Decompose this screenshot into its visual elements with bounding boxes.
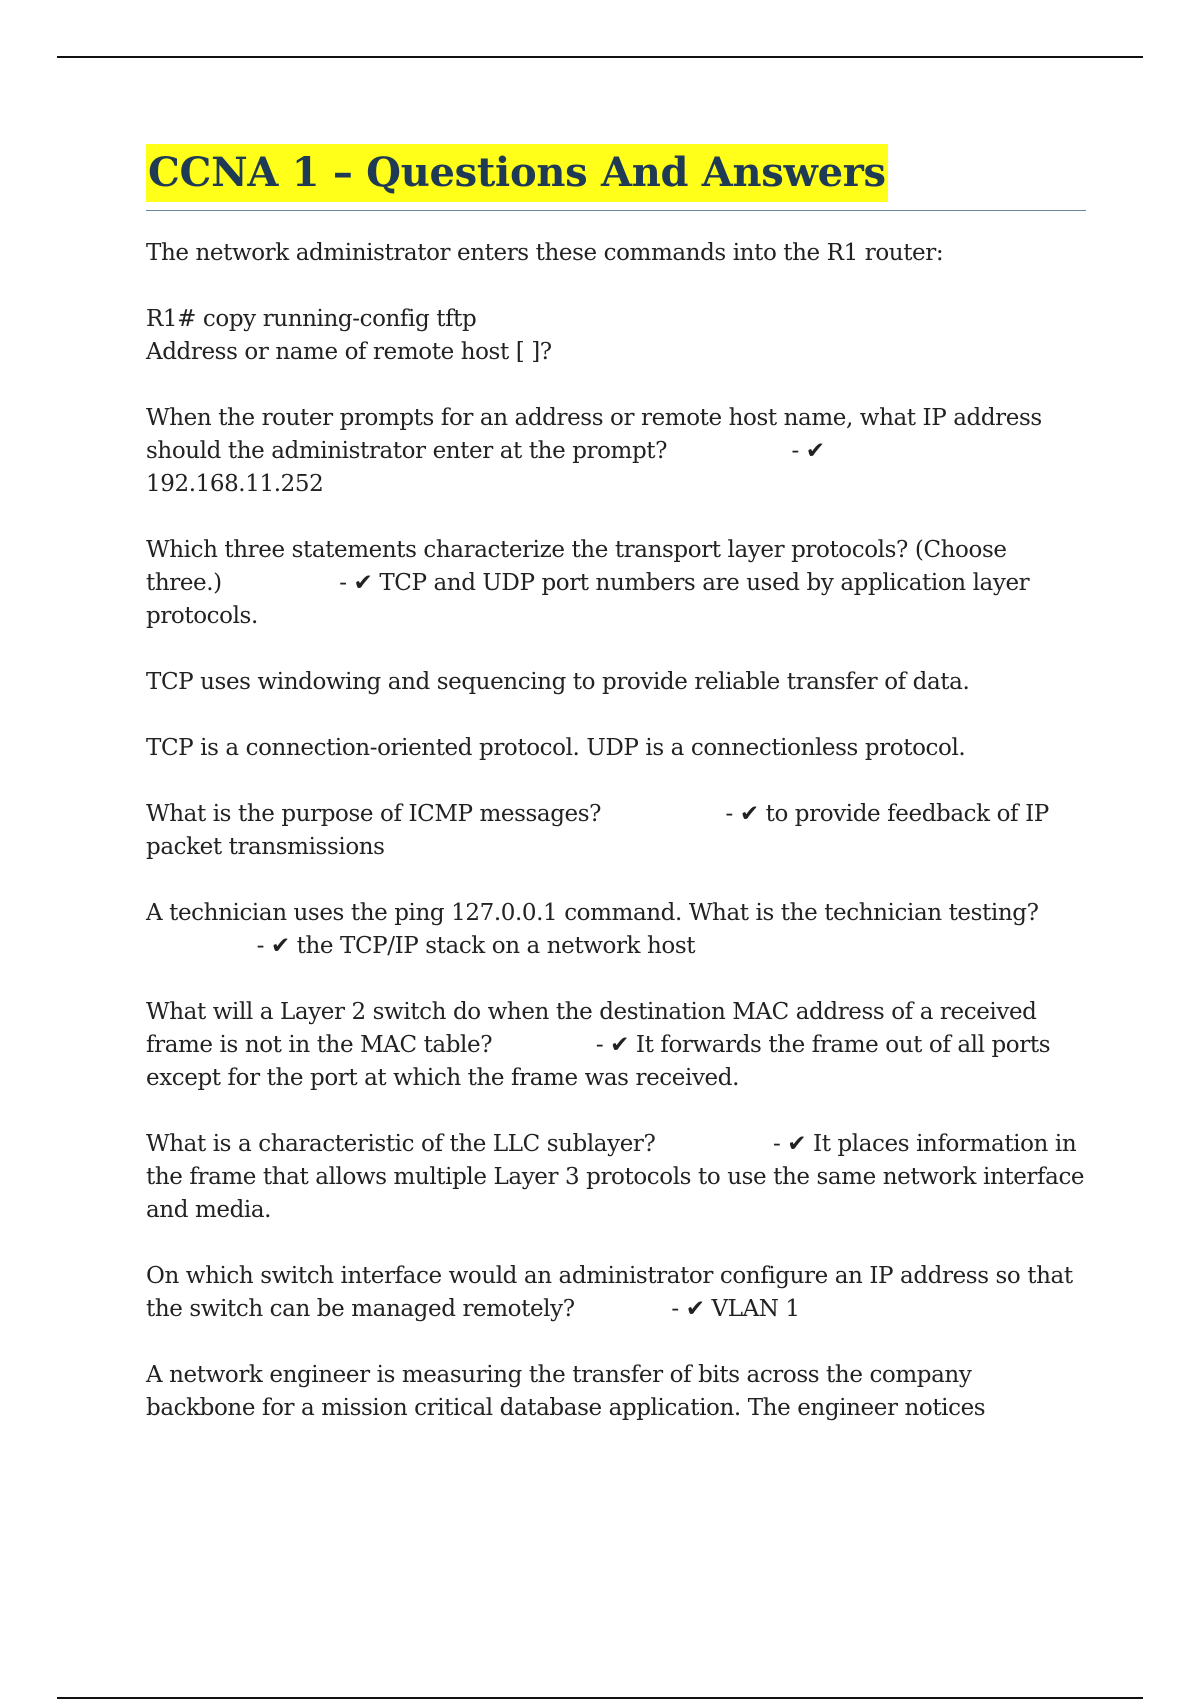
check-marker: - ✔ [339,570,373,596]
footer-rule [57,1697,1143,1699]
document-title: CCNA 1 – Questions And Answers [146,144,888,202]
check-marker: - ✔ [671,1296,705,1322]
answer-text: to provide feedback of IP packet transmissions [146,801,1049,860]
answer-text: the TCP/IP stack on a network host [296,933,696,959]
check-marker: - ✔ [772,1131,807,1157]
question-text: Which three statements characterize the transport layer protocols? (Choose three.) [146,537,1007,596]
answer-text: TCP and UDP port numbers are used by application layer protocols. [146,570,1030,629]
answer-text: 192.168.11.252 [146,471,324,497]
qa-item [146,798,1086,864]
header-rule [57,56,1143,58]
qa-item [146,996,1086,1095]
qa-item [146,1260,1086,1326]
qa-item [146,1128,1086,1227]
document-body [146,144,1086,1425]
answer-line: TCP uses windowing and sequencing to provide reliable transfer of data. [146,669,970,695]
question-text: On which switch interface would an administrator configure an IP address so that the switch can be managed remotely? [146,1263,1073,1322]
qa-item [146,534,1086,633]
check-marker: - ✔ [725,801,759,827]
intro-text: The network administrator enters these commands into the R1 router: [146,240,944,266]
question-text: When the router prompts for an address or remote host name, what IP address should the administrator enter at the prompt? [146,405,1042,464]
title-block [146,144,1086,211]
question-text: What is a characteristic of the LLC sublayer? [146,1131,656,1157]
check-marker: - ✔ [256,933,290,959]
qa-item [146,897,1086,963]
command-line: R1# copy running-config tftp [146,306,477,332]
check-marker: - ✔ [595,1032,629,1058]
question-text: What will a Layer 2 switch do when the destination MAC address of a received frame is not in the MAC table? [146,999,1037,1058]
answer-text: It forwards the frame out of all ports except for the port at which the frame was received. [146,1032,1051,1091]
check-marker: - ✔ [791,438,825,464]
answer-line: TCP is a connection-oriented protocol. UDP is a connectionless protocol. [146,735,966,761]
question-text: What is the purpose of ICMP messages? [146,801,602,827]
question-text: A technician uses the ping 127.0.0.1 command. What is the technician testing? [146,900,1039,926]
command-block [146,303,1086,369]
command-line: Address or name of remote host [ ]? [146,339,552,365]
answer-text: It places information in the frame that allows multiple Layer 3 protocols to use the same network interface and media. [146,1131,1085,1223]
trailing-text: A network engineer is measuring the transfer of bits across the company backbone for a mission critical database application. The engineer notices [146,1362,986,1421]
qa-item [146,402,1086,501]
answer-text: VLAN 1 [711,1296,800,1322]
